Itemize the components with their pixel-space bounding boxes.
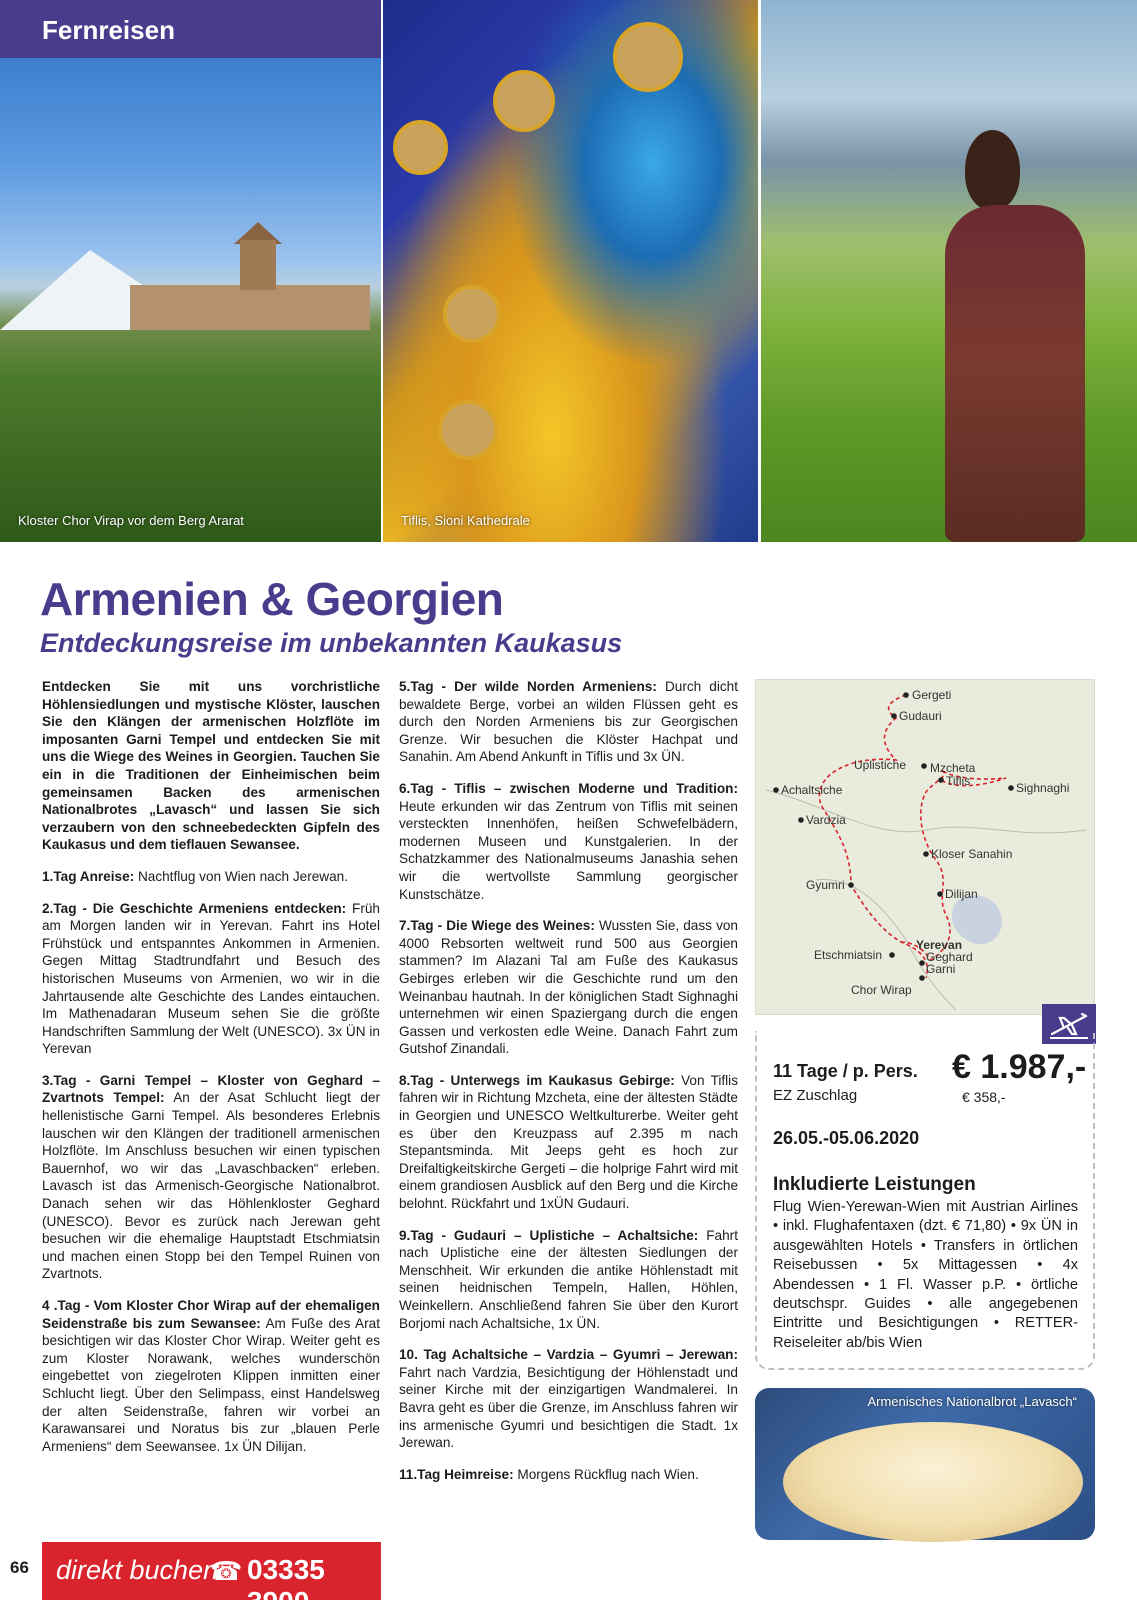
day-text: Wussten Sie, dass von 4000 Rebsorten weltweit rund 500 aus Georgien stammen? Im Alazani Tal am Fuße des Kaukasus Gebirges erleben wir die Geschichte rund um den Weinanbau hautnah. In der königlichen Stadt Sighnaghi unternehmen wir einen Spaziergang durch die engen Gassen und verkosten edle Weine. Danach Fahrt zum Gutshof Zinandali. — [399, 918, 738, 1057]
booking-bar[interactable] — [42, 1542, 381, 1617]
map-label-geghard: Geghard — [926, 950, 973, 964]
day-entry — [399, 1072, 738, 1213]
day-heading: 10. Tag Achaltsiche – Vardzia – Gyumri – Jerewan: — [399, 1347, 738, 1363]
day-heading: 5.Tag - Der wilde Norden Armeniens: — [399, 679, 657, 694]
map-label-sanahin: Kloser Sanahin — [931, 847, 1013, 861]
map-label-vardzia: Vardzia — [806, 813, 846, 827]
map-label-gyumri: Gyumri — [806, 878, 845, 892]
day-text: Morgens Rückflug nach Wien. — [513, 1466, 699, 1482]
booking-text: direkt buchen — [56, 1555, 219, 1585]
included-text: Flug Wien-Yerewan-Wien mit Austrian Airlines • inkl. Flughafentaxen (dzt. € 71,80) • 9x ÜN in ausgewählten Hotels • Transfers in örtlichen Reisebussen • 5x Mittagessen • 4x Abendessen • 1 Fl. Wasser p.P. • örtliche deutschspr. Guides • alle angegebenen Eintritte und Besichtigungen • RETTER-Reiseleiter ab/bis Wien — [773, 1199, 1078, 1351]
church — [240, 240, 276, 290]
lake-sevan — [952, 896, 1002, 945]
travel-dates: 26.05.-05.06.2020 — [773, 1128, 920, 1148]
day-text: Nachtflug von Wien nach Jerewan. — [134, 868, 349, 884]
woman-figure — [965, 130, 1020, 210]
offer-duration: 11 Tage / p. Pers. — [773, 1061, 918, 1081]
route-map-graphic — [756, 680, 1096, 1016]
text-column-2 — [399, 678, 738, 1497]
day-entry — [399, 780, 738, 903]
day-heading: 2.Tag - Die Geschichte Armeniens entdecken: — [42, 900, 347, 916]
photo-caption: Tiflis, Sioni Kathedrale — [401, 513, 530, 528]
intro-text: Entdecken Sie mit uns vorchristliche Höhlensiedlungen und mystische Klöster, lauschen Sie den Klängen der armenischen Holzflöte im imposanten Garni Tempel und entdecken Sie mit uns die Wiege des Weines in Georgien. Tauchen Sie ein in die Traditionen der Einheimischen beim gemeinsamen Backen des armenischen Nationalbrotes „Lavasch“ und lassen Sie sich verzaubern von den schneebedeckten Gipfeln des Kaukasus und dem tieflauen Sewansee. — [42, 679, 380, 853]
single-supplement-price: € 358,- — [962, 1089, 1006, 1105]
map-label-gergeti: Gergeti — [912, 688, 952, 702]
page-title: Armenien & Georgien — [40, 573, 504, 625]
fresco-medallion — [393, 120, 448, 175]
fresco-medallion — [493, 70, 555, 132]
day-text: An der Asat Schlucht liegt der hellenistische Garni Tempel. Als besonderes Erlebnis lauschen wir den Klängen der traditionell armenischen Holzflöte. Im Anschluss besuchen wir einen typischen Bauernhof, wo wir das „Lavaschbacken“ erleben. Lavasch ist das Armenisch-Georgische Nationalbrot. Danach sehen wir das Höhlenkloster Geghard (UNESCO). Bevor es zurück nach Jerewan geht besuchen wir die ehemalige Hauptstadt Etschmiatsin und machen einen Stopp bei den Tempel Ruinen von Zvartnots. — [42, 1090, 380, 1282]
fresco-medallion — [613, 22, 683, 92]
day-entry — [399, 1227, 738, 1333]
day-heading: 9.Tag - Gudauri – Uplistiche – Achaltsiche: — [399, 1227, 699, 1243]
photo-caption: Kloster Chor Virap vor dem Berg Ararat — [18, 513, 244, 528]
day-entry — [399, 917, 738, 1058]
day-text: Durch dicht bewaldete Berge, vorbei an wilden Flüssen geht es durch den Norden Armeniens bis zur Georgischen Grenze. Wir besuchen die Klöster Hachpat und Sanahin. Am Abend Ankunft in Tiflis und 3x ÜN. — [399, 679, 738, 765]
day-entry — [42, 868, 380, 886]
map-label-achaltsiche: Achaltsiche — [781, 783, 843, 797]
single-supplement-label: EZ Zuschlag — [773, 1087, 858, 1104]
day-heading: 8.Tag - Unterwegs im Kaukasus Gebirge: — [399, 1072, 675, 1088]
map-label-uplistiche: Uplistiche — [854, 758, 907, 772]
day-entry — [399, 678, 738, 766]
day-heading: 6.Tag - Tiflis – zwischen Moderne und Tradition: — [399, 780, 738, 796]
page-subtitle: Entdeckungsreise im unbekannten Kaukasus — [40, 628, 623, 658]
text-column-1 — [42, 678, 380, 1469]
section-tab: Fernreisen — [0, 0, 381, 58]
map-label-gudauri: Gudauri — [899, 709, 942, 723]
fresco-medallion — [438, 400, 498, 460]
day-heading: 7.Tag - Die Wiege des Weines: — [399, 918, 595, 934]
photo-chor-virap — [0, 0, 381, 542]
day-heading: 4 .Tag - Vom Kloster Chor Wirap auf der ehemaligen Seidenstraße bis zum Sewansee: — [42, 1298, 380, 1331]
day-text: Heute erkunden wir das Zentrum von Tiflis mit seinen versteckten Innenhöfen, heißen Schwefelbädern, modernen Museen und Kunstgalerien. In der Schatzkammer des Nationalmuseums Janashia sehen wir die wertvollste Sammlung georgischer Kunstschätze. — [399, 798, 738, 902]
day-heading: 1.Tag Anreise: — [42, 868, 135, 884]
woman-figure — [945, 205, 1085, 542]
map-label-etschmiatsin: Etschmiatsin — [814, 948, 883, 962]
day-entry — [42, 1072, 380, 1283]
day-text: Von Tiflis fahren wir in Richtung Mzcheta, eine der ältesten Städte in Georgien und UNESCO Weltkulturerbe. Weiter geht es über den Kreuzpass auf 2.395 m nach Stepantsminda. Mit Jeeps geht es hoch zur Dreifaltigkeitskirche Gergeti – die holprige Fahrt wird mit einem grandiosen Ausblick auf den Berg und die Kirche belohnt. Rückfahrt und 1xÜN Gudauri. — [399, 1072, 738, 1212]
day-heading: 11.Tag Heimreise: — [399, 1466, 514, 1482]
map-label-mzcheta: Mzcheta — [930, 761, 976, 775]
photo-lavasch — [755, 1388, 1095, 1540]
day-entry — [399, 1466, 738, 1484]
page-number: 66 — [10, 1558, 29, 1577]
day-text: Früh am Morgen landen wir in Yerevan. Fahrt ins Hotel Frühstück und entspanntes Ankommen in Armenien. Gegen Mittag Stadtrundfahrt und Besuch des historischen Museums von Armenien, wo wir in die Jahrtausende alte Geschichte des Landes eintauchen. Im Mathenadaran Museum sehen Sie die größte Handschriften Sammlung der Welt (UNESCO). 3x ÜN in Yerevan — [42, 900, 380, 1057]
map-label-yerevan: Yerevan — [916, 938, 963, 952]
monastery-wall — [130, 285, 370, 330]
map-label-tiflis: Tiflis — [946, 774, 971, 788]
day-text: Fahrt nach Uplistiche eine der ältesten Siedlungen der Menschheit. Wir erkunden die antike Höhlenstadt mit seinen heidnischen Tempeln, Hallen, Höhlen, Weinkellern. Anschließend fahren Sie über den Kurort Borjomi nach Achaltsiche, 1x ÜN. — [399, 1227, 738, 1331]
map-label-garni: Garni — [926, 962, 956, 976]
map-label-sighnaghi: Sighnaghi — [1016, 781, 1070, 795]
day-text: Fahrt nach Vardzia, Besichtigung der Höhlenstadt und seiner Kirche mit der einzigartigen Wandmalerei. In Bavra geht es über die Grenze, im Anschluss fahren wir ins armenische Gyumri und besichtigen die Stadt. 1x Jerewan. — [399, 1364, 738, 1451]
map-label-dilijan: Dilijan — [945, 887, 978, 901]
photo-sioni-cathedral — [383, 0, 758, 542]
day-entry — [42, 900, 380, 1058]
day-entry — [399, 1346, 738, 1452]
phone-icon: ☎ — [210, 1556, 243, 1586]
photo-caption: Armenisches Nationalbrot „Lavasch“ — [867, 1394, 1077, 1409]
day-entry — [42, 1297, 380, 1455]
map-label-chor-wirap: Chor Wirap — [851, 983, 912, 997]
day-text: Am Fuße des Arat besichtigen wir das Kloster Chor Wirap. Weiter geht es zum Kloster Norawank, welches wunderschön eingebettet von ziegelroten Klippen inmitten einer Schlucht liegt. Über den Selimpass, einst Handelsweg der alten Seidenstraße, fahren wir vorbei an Karawansarei und Noratus bis zur „blauen Perle Armeniens“ dem Seewansee. 1x ÜN Dilijan. — [42, 1315, 380, 1454]
fresco-medallion — [443, 285, 501, 343]
route-map — [755, 679, 1095, 1015]
day-heading: 3.Tag - Garni Tempel – Kloster von Geghard – Zvartnots Tempel: — [42, 1072, 380, 1106]
booking-phone[interactable]: 03335 3900 — [247, 1554, 325, 1617]
included-heading: Inkludierte Leistungen — [773, 1174, 976, 1195]
offer-price: € 1.987,- — [952, 1048, 1087, 1086]
lavasch-bread — [783, 1422, 1083, 1542]
